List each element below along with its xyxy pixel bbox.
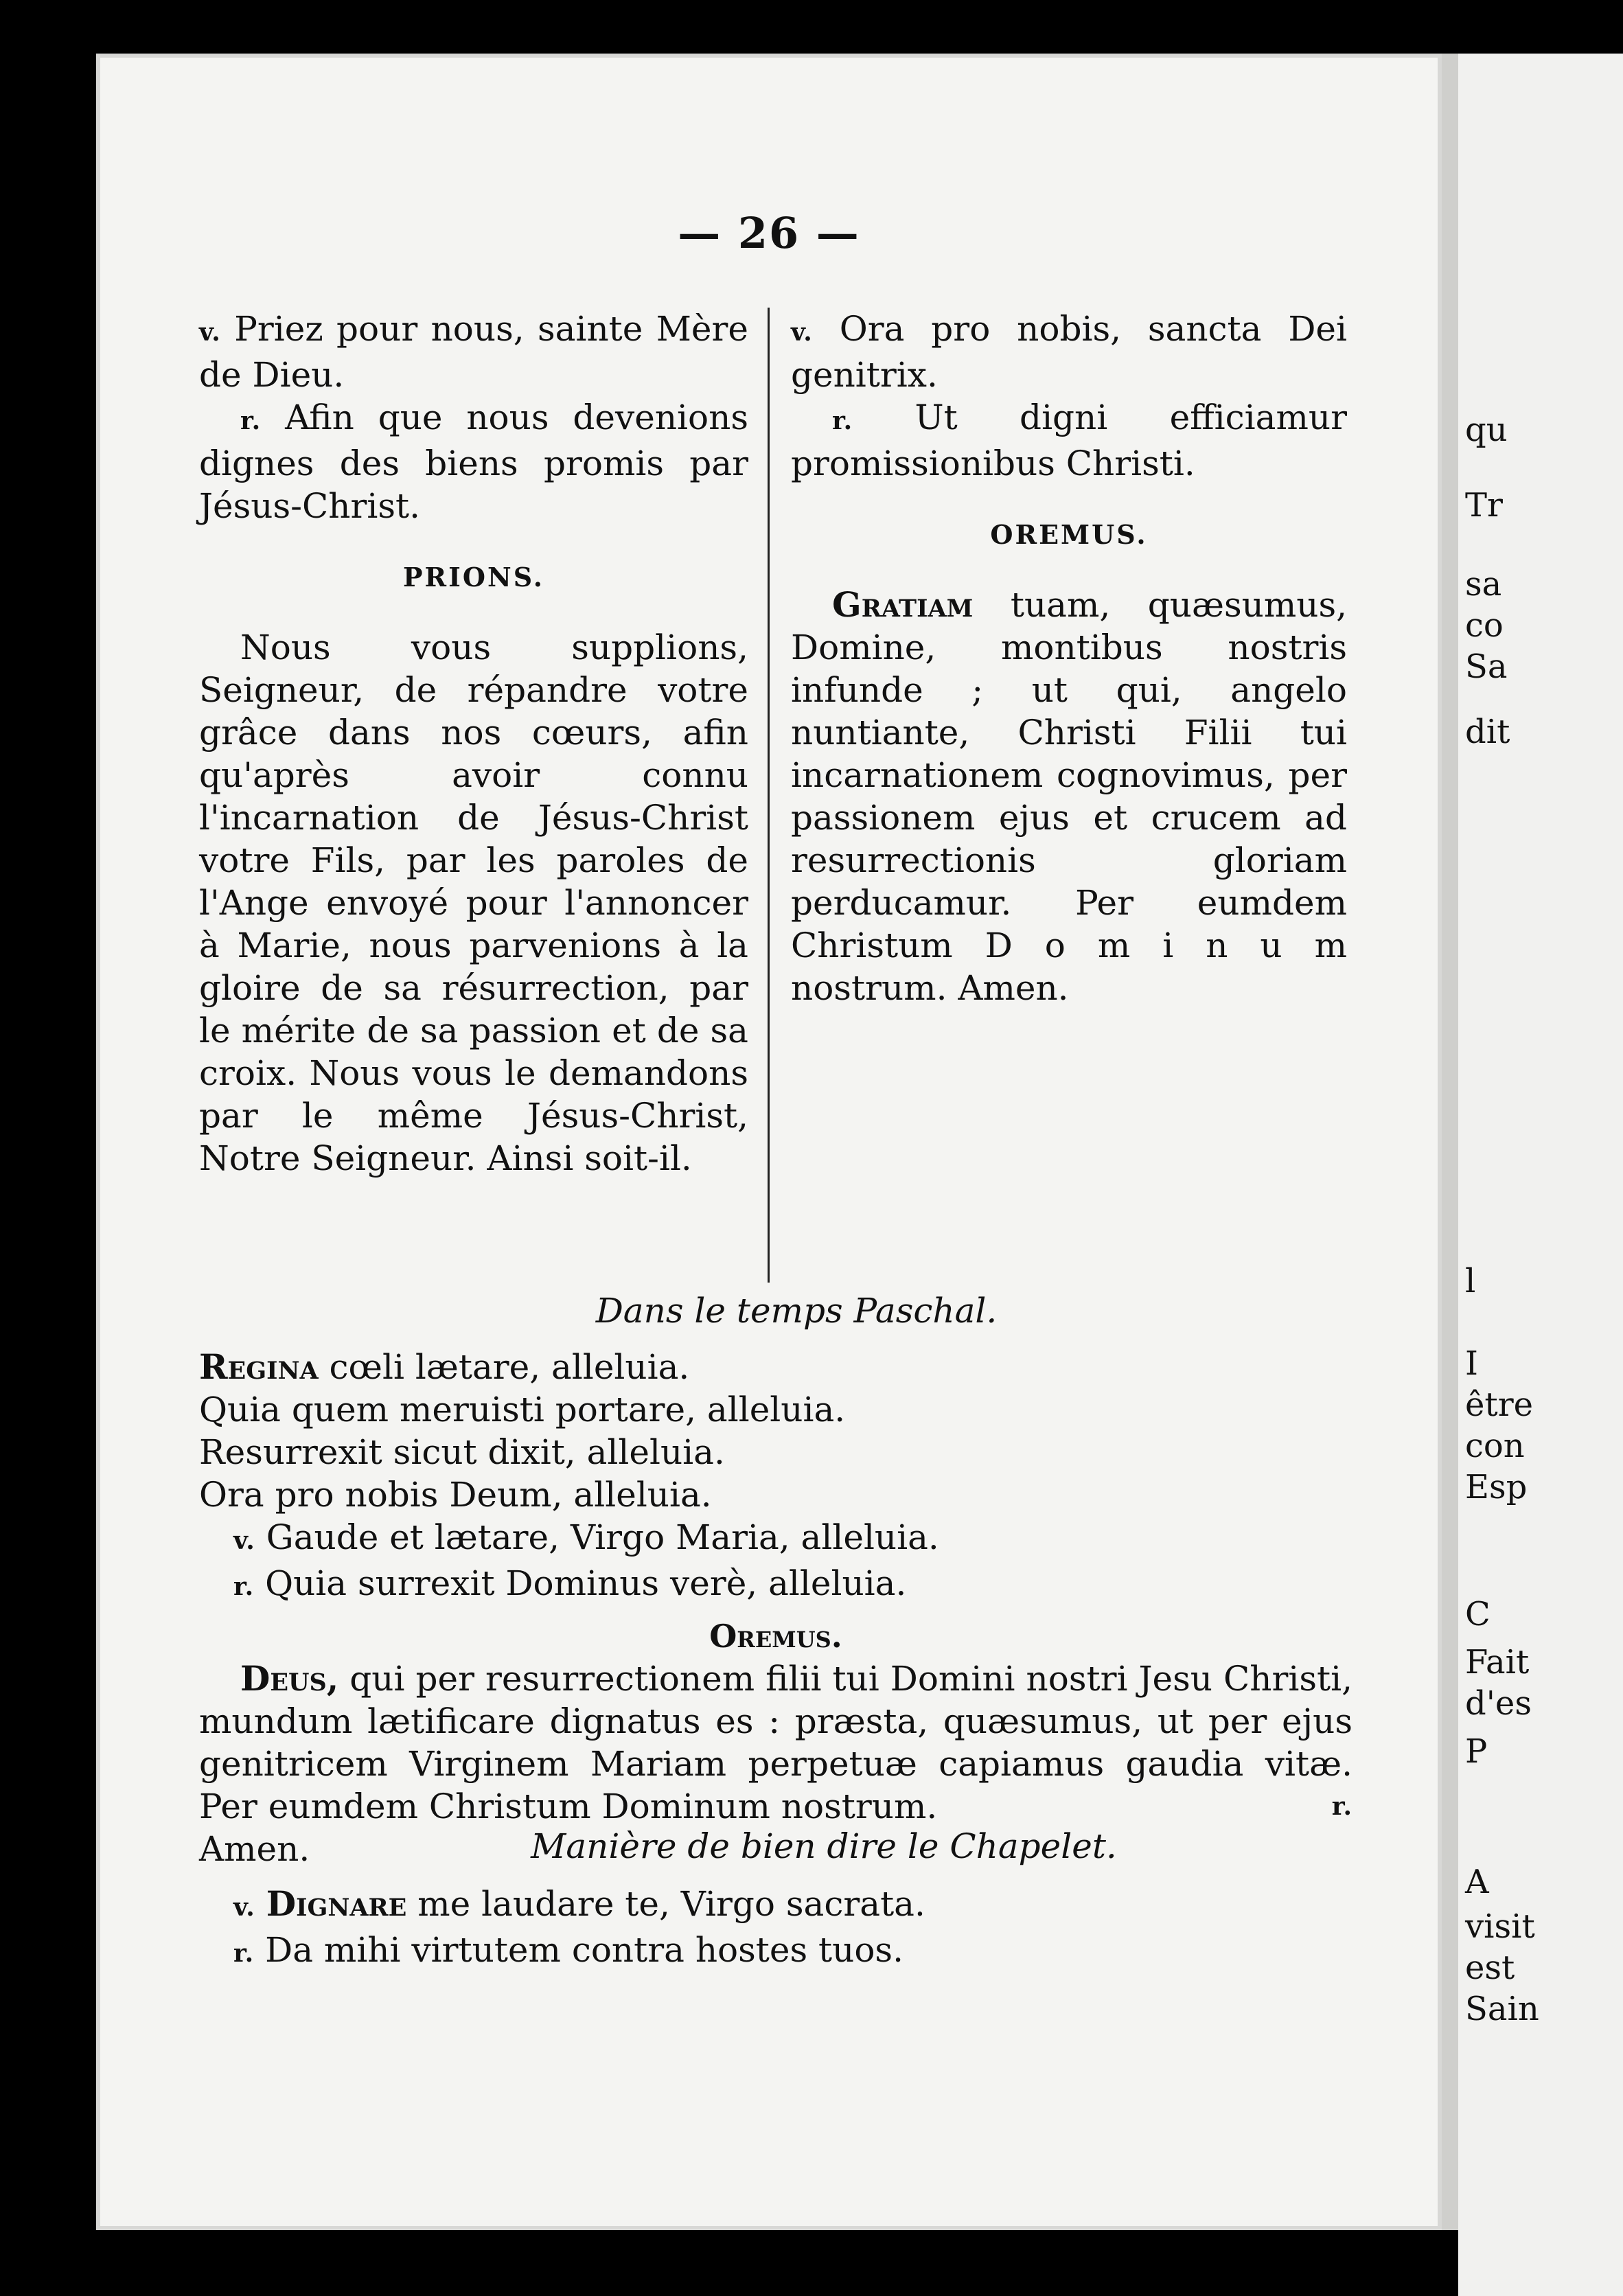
next-page-fragment: qu [1465, 411, 1508, 449]
next-page-fragment: est [1465, 1949, 1515, 1987]
response-label: r. [233, 1572, 255, 1601]
adjacent-page [1458, 54, 1623, 2296]
versicle-label: v. [199, 318, 221, 347]
versicle [199, 308, 748, 396]
response [199, 1562, 1352, 1608]
versicle [791, 308, 1347, 396]
page-gutter [1442, 54, 1458, 2230]
response-label: r. [240, 406, 262, 435]
versicle-initial: Dignare [266, 1883, 407, 1924]
two-column-section [199, 308, 1352, 1276]
prayer-heading: PRIONS. [402, 562, 545, 593]
versicle-label: v. [233, 1893, 255, 1922]
next-page-fragment: Fait [1465, 1643, 1530, 1681]
paschal-heading: Dans le temps Paschal. [595, 1291, 998, 1331]
response [199, 1929, 1352, 1975]
prayer-heading: OREMUS. [990, 519, 1148, 550]
chapelet-section [199, 1825, 1352, 1975]
versicle-text: Ora pro nobis, sancta Dei genitrix. [791, 309, 1347, 395]
next-page-fragment: Tr [1465, 486, 1503, 525]
regina-initial: Regina [199, 1346, 319, 1387]
next-page-fragment: Esp [1465, 1468, 1528, 1506]
regina-line [199, 1346, 1352, 1388]
response-label: r. [832, 406, 853, 435]
prayer-body: tuam, quæsumus, Domine, montibus nostris infunde ; ut qui, angelo nuntiante, Christi Filii tui incarnationem cognovimus, per passionem ejus et crucem ad resurrectionis gloriam perducamur. Per eumdem Christum D o m i n u m nostrum. Amen. [791, 585, 1347, 1008]
response-text: Quia surrexit Dominus verè, alleluia. [265, 1563, 907, 1603]
paschal-section [199, 1289, 1352, 1870]
versicle-text: me laudare te, Virgo sacrata. [417, 1884, 925, 1924]
book-page [96, 54, 1442, 2230]
next-page-fragment: dit [1465, 713, 1510, 751]
response-label: r. [1331, 1792, 1352, 1821]
versicle-label: v. [791, 318, 813, 347]
antiphon-line: Resurrexit sicut dixit, alleluia. [199, 1432, 725, 1472]
next-page-fragment: Sa [1465, 647, 1508, 686]
amen: Amen. [199, 1829, 310, 1869]
response-text: Afin que nous devenions dignes des biens promis par Jésus-Christ. [199, 398, 748, 526]
regina-text: cœli lætare, alleluia. [329, 1347, 690, 1387]
french-column [199, 308, 748, 1180]
next-page-fragment: con [1465, 1427, 1525, 1465]
versicle [199, 1516, 1352, 1562]
antiphon-line: Ora pro nobis Deum, alleluia. [199, 1475, 712, 1515]
next-page-fragment: être [1465, 1386, 1534, 1424]
next-page-fragment: Sain [1465, 1990, 1539, 2028]
next-page-fragment: d'es [1465, 1684, 1532, 1723]
next-page-fragment: A [1465, 1863, 1489, 1901]
page-number: — 26 — [678, 208, 860, 258]
versicle-label: v. [233, 1526, 255, 1555]
deus-text: qui per resurrectionem filii tui Domini nostri Jesu Christi, mundum lætificare dignatus es : præsta, quæsumus, ut per ejus genitricem Virginem Mariam perpetuæ capiamus gaudia vitæ. Per eumdem Christum Dominum nostrum. [199, 1659, 1352, 1826]
chapelet-heading: Manière de bien dire le Chapelet. [531, 1826, 1117, 1866]
next-page-fragment: co [1465, 606, 1504, 645]
antiphon-line: Quia quem meruisti portare, alleluia. [199, 1390, 846, 1430]
prayer-text: Nous vous supplions, Seigneur, de répandre votre grâce dans nos cœurs, afin qu'après avoir connu l'incarnation de Jésus-Christ votre Fils, par les paroles de l'Ange envoyé pour l'annoncer à Marie, nous parvenions à la gloire de sa résurrection, par le mérite de sa passion et de sa croix. Nous vous le demandons par le même Jésus-Christ, Notre Seigneur. Ainsi soit-il. [199, 628, 748, 1178]
response-label: r. [233, 1939, 255, 1968]
deus-initial: Deus, [240, 1658, 339, 1699]
versicle-text: Priez pour nous, sainte Mère de Dieu. [199, 309, 748, 395]
next-page-fragment: I [1465, 1344, 1478, 1383]
prayer-initial: Gratiam [832, 584, 974, 625]
column-divider [768, 308, 770, 1283]
response [199, 396, 748, 527]
next-page-fragment: visit [1465, 1907, 1535, 1946]
next-page-fragment: P [1465, 1732, 1488, 1771]
response-text: Ut digni efficiamur promissionibus Christi. [791, 398, 1347, 483]
response [791, 396, 1347, 485]
response-text: Da mihi virtutem contra hostes tuos. [265, 1930, 903, 1970]
next-page-fragment: C [1465, 1595, 1490, 1633]
prayer-text [791, 584, 1347, 1009]
latin-column [791, 308, 1347, 1009]
versicle-text: Gaude et lætare, Virgo Maria, alleluia. [266, 1517, 939, 1557]
oremus-heading: Oremus. [709, 1618, 842, 1655]
next-page-fragment: l [1465, 1262, 1476, 1300]
next-page-fragment: sa [1465, 565, 1502, 604]
deus-prayer [199, 1657, 1352, 1828]
versicle [199, 1883, 1352, 1929]
